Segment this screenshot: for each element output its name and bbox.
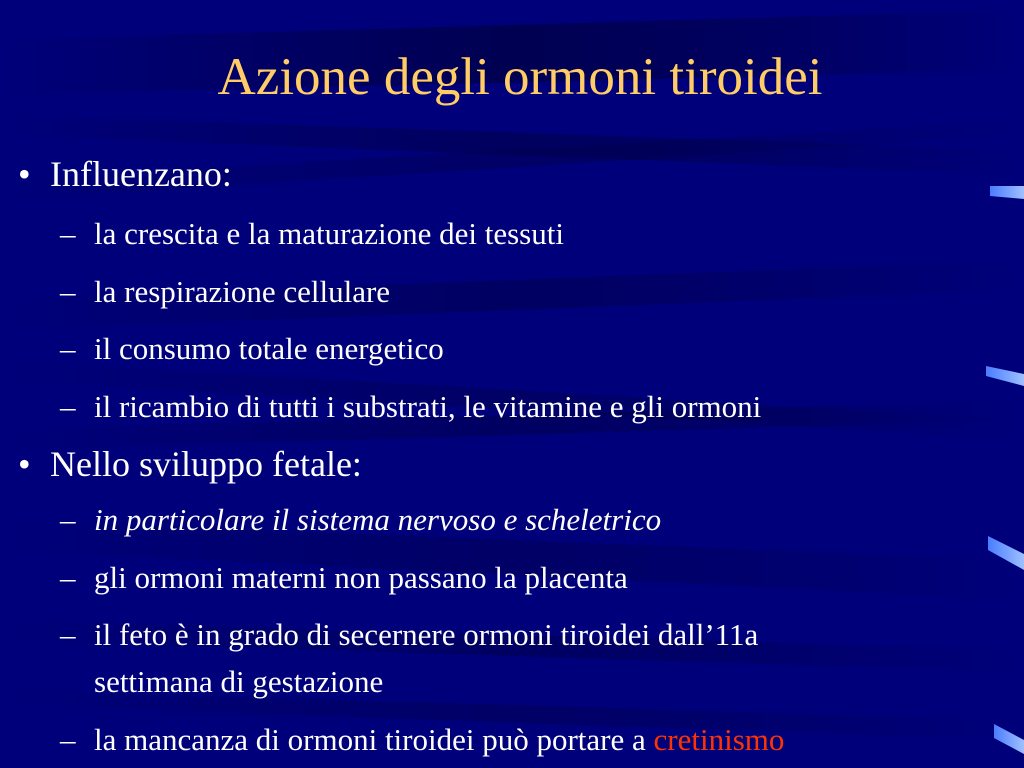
sub-item-text-main: la mancanza di ormoni tiroidei può portare a [94, 722, 646, 757]
sub-item [60, 216, 76, 252]
sub-item-text: il ricambio di tutti i substrati, le vitamine e gli ormoni [94, 389, 762, 424]
sub-item [60, 617, 76, 653]
dash-marker: – [60, 274, 76, 309]
bullet-item [18, 444, 31, 484]
sub-item [60, 502, 76, 538]
sub-item-text: la crescita e la maturazione dei tessuti [94, 216, 564, 251]
sub-item [60, 560, 76, 596]
sub-item-text-italic: in particolare il sistema nervoso e scheletrico [94, 502, 662, 537]
dash-marker: – [60, 502, 76, 537]
sub-item-text-continuation: settimana di gestazione [94, 664, 384, 699]
bullet-marker: • [18, 154, 31, 194]
sub-item-text: gli ormoni materni non passano la placenta [94, 560, 628, 595]
dash-marker: – [60, 722, 76, 757]
sub-item [60, 274, 76, 310]
sub-item [60, 389, 76, 425]
sub-item [60, 722, 76, 758]
bullet-text: Nello sviluppo fetale: [50, 444, 362, 484]
sub-item-text: il consumo totale energetico [94, 331, 444, 366]
sub-item-text [94, 722, 784, 758]
sub-item [60, 331, 76, 367]
bullet-marker: • [18, 444, 31, 484]
dash-marker: – [60, 216, 76, 251]
bullet-text: Influenzano: [50, 154, 232, 194]
sub-item-text: il feto è in grado di secernere ormoni tiroidei dall’11a [94, 617, 759, 652]
dash-marker: – [60, 389, 76, 424]
highlight-term: cretinismo [653, 722, 785, 757]
dash-marker: – [60, 560, 76, 595]
dash-marker: – [60, 331, 76, 366]
slide-title: Azione degli ormoni tiroidei [217, 48, 823, 106]
bullet-item [18, 154, 31, 194]
dash-marker: – [60, 617, 76, 652]
sub-item-text: la respirazione cellulare [94, 274, 391, 309]
